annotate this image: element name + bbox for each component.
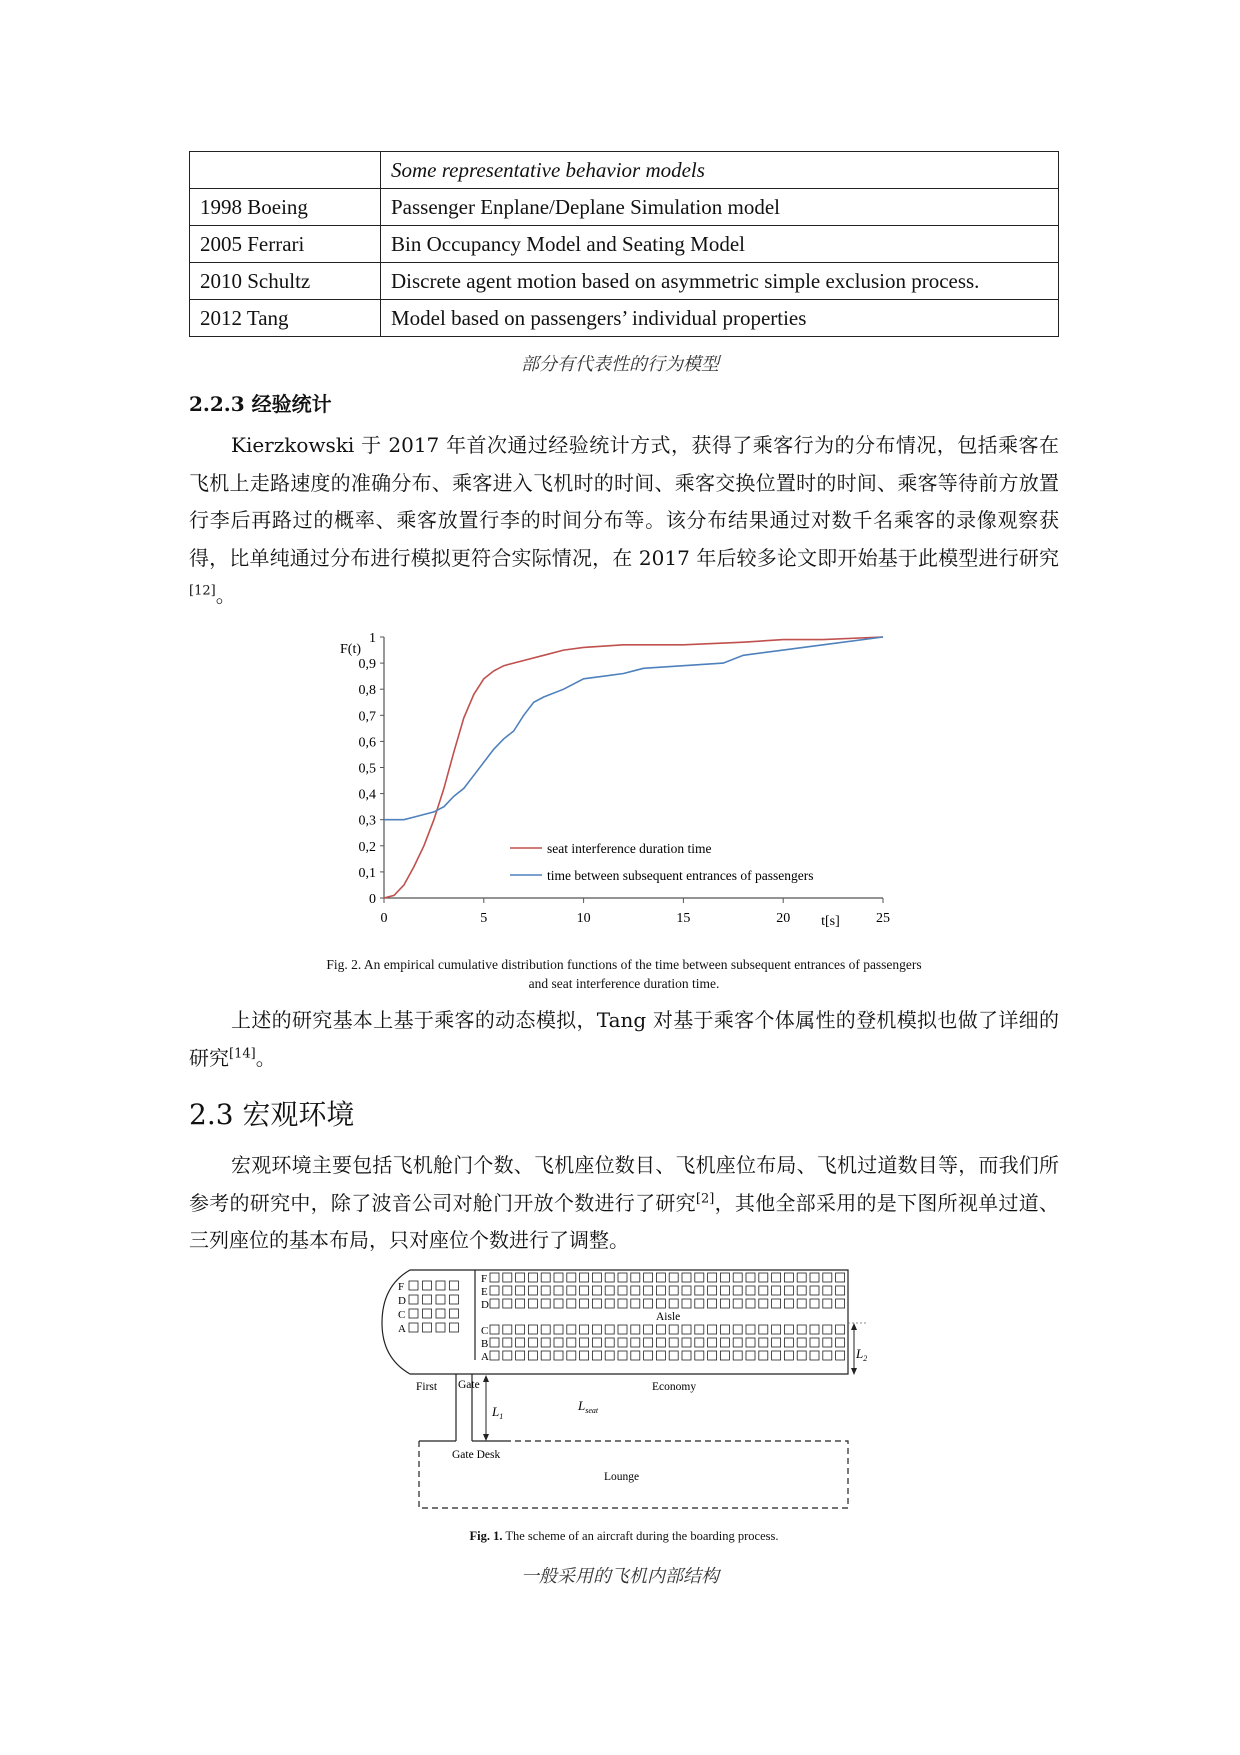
seat [605, 1338, 614, 1347]
seat [656, 1273, 665, 1282]
seat [708, 1338, 717, 1347]
seat [682, 1325, 691, 1334]
paragraph-text: Kierzkowski 于 2017 年首次通过经验统计方式，获得了乘客行为的分布情况，包括乘客在飞机上走路速度的准确分布、乘客进入飞机时的时间、乘客交换位置时的时间、乘客等待前方放置行李后再路过的概率、乘客放置行李的时间分布等。该分布结果通过对数千名乘客的录像观察获得，比单纯通过分布进行模拟更符合实际情况，在 2017 年后较多论文即开始基于此模型进行研究 [189, 433, 1059, 570]
seat [823, 1299, 832, 1308]
seat [797, 1286, 806, 1295]
figure-2-caption-line: Fig. 2. An empirical cumulative distribution functions of the time between subsequent entrances of passengers [326, 957, 922, 972]
seat [554, 1286, 563, 1295]
seat [772, 1351, 781, 1360]
seat [528, 1325, 537, 1334]
seat [618, 1338, 627, 1347]
y-tick-label: 0,4 [358, 787, 376, 803]
l2-label: $L_2$ [856, 1346, 868, 1363]
seat [836, 1286, 845, 1295]
seat [423, 1281, 432, 1290]
seat [644, 1338, 653, 1347]
seat [810, 1273, 819, 1282]
seat [695, 1286, 704, 1295]
table-cell: Discrete agent motion based on asymmetric simple exclusion process. [381, 263, 1059, 300]
seat [720, 1273, 729, 1282]
seat [656, 1351, 665, 1360]
seat [784, 1273, 793, 1282]
seat [592, 1299, 601, 1308]
seat [733, 1286, 742, 1295]
y-tick-label: 1 [369, 631, 376, 646]
seat [516, 1351, 525, 1360]
seat [759, 1299, 768, 1308]
cdf-chart [330, 630, 910, 940]
lseat-label: $L_{seat}$ [578, 1398, 599, 1415]
seat [528, 1338, 537, 1347]
seat [644, 1273, 653, 1282]
seat [772, 1325, 781, 1334]
seat [669, 1325, 678, 1334]
economy-row-letter: E [481, 1286, 488, 1298]
seat [708, 1273, 717, 1282]
x-tick-label: 15 [676, 911, 691, 926]
seat [733, 1273, 742, 1282]
seat [708, 1286, 717, 1295]
seat [669, 1273, 678, 1282]
seat [409, 1281, 418, 1290]
seat [836, 1273, 845, 1282]
y-tick-label: 0,5 [358, 761, 376, 777]
l1-label: $L_1$ [492, 1404, 504, 1421]
seat [810, 1325, 819, 1334]
seat [759, 1338, 768, 1347]
table-caption: 部分有代表性的行为模型 [521, 354, 719, 375]
seat [695, 1299, 704, 1308]
seat [605, 1286, 614, 1295]
seat [567, 1299, 576, 1308]
seat [503, 1338, 512, 1347]
seat [797, 1273, 806, 1282]
seat [436, 1281, 445, 1290]
seat [516, 1273, 525, 1282]
y-tick-label: 0 [369, 892, 376, 907]
y-tick-label: 0,8 [358, 683, 376, 699]
figure-1-caption-label: Fig. 1. [469, 1529, 503, 1543]
seat [516, 1338, 525, 1347]
first-row-letter: A [398, 1323, 406, 1335]
seat [516, 1325, 525, 1334]
gate-label: Gate [458, 1379, 480, 1391]
legend-label: seat interference duration time [547, 841, 712, 856]
seat [733, 1299, 742, 1308]
economy-label: Economy [652, 1381, 697, 1393]
seat [567, 1338, 576, 1347]
first-label: First [416, 1381, 438, 1393]
paragraph-text: ，其他全部采用的是下图所视单过道、三列座位的基本布局，只对座位个数进行了调整。 [189, 1190, 1060, 1252]
seat [605, 1351, 614, 1360]
seat [580, 1325, 589, 1334]
seat [618, 1351, 627, 1360]
seat [823, 1351, 832, 1360]
seat [797, 1325, 806, 1334]
gate-desk-label: Gate Desk [452, 1449, 501, 1461]
seat [631, 1273, 640, 1282]
seat [541, 1351, 550, 1360]
seat [592, 1351, 601, 1360]
lounge-label: Lounge [604, 1471, 640, 1483]
figure-1-caption-text: The scheme of an aircraft during the boarding process. [502, 1529, 779, 1543]
seat [580, 1273, 589, 1282]
seat [567, 1351, 576, 1360]
x-tick-label: 25 [876, 911, 890, 926]
table-cell: 2005 Ferrari [190, 226, 381, 263]
seat [695, 1338, 704, 1347]
seat [436, 1309, 445, 1318]
seat [836, 1299, 845, 1308]
aircraft-diagram [380, 1268, 870, 1518]
seat [784, 1299, 793, 1308]
seat [772, 1273, 781, 1282]
seat [554, 1299, 563, 1308]
seat [631, 1325, 640, 1334]
seat [823, 1338, 832, 1347]
seat [554, 1338, 563, 1347]
seat [720, 1351, 729, 1360]
seat [708, 1325, 717, 1334]
table-cell: 2012 Tang [190, 300, 381, 337]
seat [669, 1338, 678, 1347]
seat [450, 1309, 459, 1318]
legend-label: time between subsequent entrances of passengers [547, 868, 814, 883]
first-row-letter: C [398, 1309, 406, 1321]
seat [656, 1286, 665, 1295]
citation: [14] [229, 1045, 256, 1061]
table-row [190, 226, 1059, 263]
seat [759, 1286, 768, 1295]
table-row [190, 263, 1059, 300]
seat [759, 1351, 768, 1360]
seat [450, 1323, 459, 1332]
seat [810, 1286, 819, 1295]
l1-arrow-head [483, 1375, 489, 1382]
seat [810, 1338, 819, 1347]
series-line [384, 637, 883, 898]
chart-legend [510, 841, 814, 883]
figure-2-caption [189, 955, 1059, 993]
seat [618, 1299, 627, 1308]
seat [797, 1351, 806, 1360]
table-cell: Bin Occupancy Model and Seating Model [381, 226, 1059, 263]
seat [450, 1281, 459, 1290]
seat [733, 1338, 742, 1347]
seat [605, 1325, 614, 1334]
series-line [384, 637, 883, 820]
seat [631, 1299, 640, 1308]
seat [631, 1286, 640, 1295]
seat [490, 1273, 499, 1282]
seat [836, 1351, 845, 1360]
table-header-cell: Some representative behavior models [381, 152, 1059, 189]
l2-arrow-head [851, 1368, 857, 1375]
y-tick-label: 0,1 [358, 865, 376, 881]
seat [618, 1286, 627, 1295]
paragraph-empirical-statistics [189, 427, 1059, 615]
seat [669, 1286, 678, 1295]
seat [797, 1338, 806, 1347]
seat [567, 1286, 576, 1295]
seat [580, 1351, 589, 1360]
section-heading-2-3: 2.3 宏观环境 [189, 1098, 355, 1131]
y-tick-label: 0,9 [358, 657, 376, 673]
seat [503, 1273, 512, 1282]
seat [631, 1338, 640, 1347]
seat [746, 1351, 755, 1360]
table-header-row [190, 152, 1059, 189]
seat [823, 1325, 832, 1334]
x-axis-label: t[s] [821, 914, 840, 929]
seat [682, 1286, 691, 1295]
table-row [190, 189, 1059, 226]
citation: [12] [189, 583, 216, 599]
seat [720, 1299, 729, 1308]
seat [720, 1325, 729, 1334]
seat [682, 1351, 691, 1360]
seat [503, 1351, 512, 1360]
chart-axes [384, 637, 883, 898]
seat [656, 1299, 665, 1308]
table-cell: 1998 Boeing [190, 189, 381, 226]
seat [644, 1325, 653, 1334]
fuselage-outline [382, 1270, 848, 1374]
seat [436, 1323, 445, 1332]
paragraph-text: 宏观环境主要包括飞机舱门个数、飞机座位数目、飞机座位布局、飞机过道数目等，而我们所参考的研究中，除了波音公司对舱门开放个数进行了研究 [189, 1153, 1059, 1215]
seat [759, 1273, 768, 1282]
seat [784, 1338, 793, 1347]
seat [490, 1325, 499, 1334]
seat [631, 1351, 640, 1360]
seat [746, 1325, 755, 1334]
seat [669, 1299, 678, 1308]
seat [708, 1351, 717, 1360]
seat [528, 1273, 537, 1282]
seat [541, 1273, 550, 1282]
seat [541, 1338, 550, 1347]
seat [580, 1299, 589, 1308]
seat [669, 1351, 678, 1360]
first-row-letter: D [398, 1295, 406, 1307]
y-axis-label: F(t) [340, 642, 361, 657]
seat [656, 1338, 665, 1347]
seat [409, 1309, 418, 1318]
paragraph-tang [189, 1002, 1059, 1077]
seat [618, 1273, 627, 1282]
table-cell: 2010 Schultz [190, 263, 381, 300]
seat [810, 1299, 819, 1308]
seat [541, 1299, 550, 1308]
table-cell: Model based on passengers’ individual properties [381, 300, 1059, 337]
citation: [2] [695, 1190, 715, 1206]
seat [836, 1338, 845, 1347]
seat [772, 1299, 781, 1308]
seat [784, 1286, 793, 1295]
seat [836, 1325, 845, 1334]
seat [554, 1325, 563, 1334]
chart-lines [384, 637, 883, 898]
seat [695, 1325, 704, 1334]
seat [436, 1295, 445, 1304]
seat [618, 1325, 627, 1334]
y-tick-label: 0,7 [358, 709, 376, 725]
seat [644, 1299, 653, 1308]
l1-arrow-head [483, 1434, 489, 1441]
seat [409, 1295, 418, 1304]
seat [746, 1299, 755, 1308]
seat [490, 1338, 499, 1347]
figure-2-caption-line: and seat interference duration time. [528, 976, 720, 991]
x-tick-label: 5 [480, 911, 488, 926]
seat [554, 1273, 563, 1282]
seat [592, 1286, 601, 1295]
economy-row-letter: B [481, 1338, 489, 1350]
seat [528, 1286, 537, 1295]
figure-1-caption-cn: 一般采用的飞机内部结构 [521, 1566, 719, 1587]
models-table [189, 151, 1059, 337]
figure-1-caption [189, 1527, 1059, 1546]
economy-row-letter: D [481, 1299, 489, 1311]
seat [516, 1286, 525, 1295]
paragraph-end: 。 [215, 583, 236, 607]
seat [823, 1273, 832, 1282]
seat [746, 1286, 755, 1295]
x-tick-label: 20 [776, 911, 791, 926]
seat [823, 1286, 832, 1295]
seat [423, 1295, 432, 1304]
seat [554, 1351, 563, 1360]
seat [695, 1351, 704, 1360]
seat [541, 1325, 550, 1334]
seat [644, 1286, 653, 1295]
first-row-letter: F [398, 1281, 405, 1293]
seat [503, 1325, 512, 1334]
seat [490, 1351, 499, 1360]
seat [720, 1286, 729, 1295]
seat [784, 1351, 793, 1360]
seat [733, 1325, 742, 1334]
seat [682, 1338, 691, 1347]
seat [592, 1325, 601, 1334]
economy-row-letter: C [481, 1325, 489, 1337]
seat [528, 1351, 537, 1360]
seat [695, 1273, 704, 1282]
seat [797, 1299, 806, 1308]
economy-row-letter: F [481, 1273, 488, 1285]
economy-row-letter: A [481, 1351, 489, 1363]
seat [528, 1299, 537, 1308]
seat [656, 1325, 665, 1334]
x-tick-label: 10 [576, 911, 591, 926]
x-tick-label: 0 [380, 911, 388, 926]
seat [423, 1309, 432, 1318]
seat [746, 1338, 755, 1347]
seat [746, 1273, 755, 1282]
seat [810, 1351, 819, 1360]
seat [409, 1323, 418, 1332]
paragraph-text: 上述的研究基本上基于乘客的动态模拟，Tang 对基于乘客个体属性的登机模拟也做了详细的研究 [189, 1008, 1059, 1070]
aisle-label: Aisle [656, 1311, 681, 1323]
y-tick-label: 0,3 [358, 813, 376, 829]
seat [759, 1325, 768, 1334]
seat [605, 1299, 614, 1308]
seat [490, 1299, 499, 1308]
seat [720, 1338, 729, 1347]
table-cell: Passenger Enplane/Deplane Simulation model [381, 189, 1059, 226]
seat [580, 1338, 589, 1347]
seat [567, 1273, 576, 1282]
seat [708, 1299, 717, 1308]
seat [423, 1323, 432, 1332]
seat [772, 1338, 781, 1347]
seat [592, 1338, 601, 1347]
seat [644, 1351, 653, 1360]
seat [503, 1299, 512, 1308]
paragraph-macro-environment [189, 1147, 1059, 1260]
seat [733, 1351, 742, 1360]
y-tick-label: 0,6 [358, 735, 376, 751]
table-header-cell [190, 152, 381, 189]
seat [450, 1295, 459, 1304]
seat [580, 1286, 589, 1295]
first-class-seats [398, 1281, 459, 1335]
section-heading-2-2-3: 2.2.3 经验统计 [189, 392, 332, 416]
seat [605, 1273, 614, 1282]
seat [541, 1286, 550, 1295]
seat [490, 1286, 499, 1295]
l2-arrow-head [851, 1323, 857, 1330]
seat [682, 1273, 691, 1282]
y-tick-label: 0,2 [358, 839, 376, 855]
seat [592, 1273, 601, 1282]
seat [503, 1286, 512, 1295]
seat [682, 1299, 691, 1308]
seat [772, 1286, 781, 1295]
table-row [190, 300, 1059, 337]
seat [784, 1325, 793, 1334]
paragraph-end: 。 [255, 1045, 276, 1070]
seat [516, 1299, 525, 1308]
seat [567, 1325, 576, 1334]
